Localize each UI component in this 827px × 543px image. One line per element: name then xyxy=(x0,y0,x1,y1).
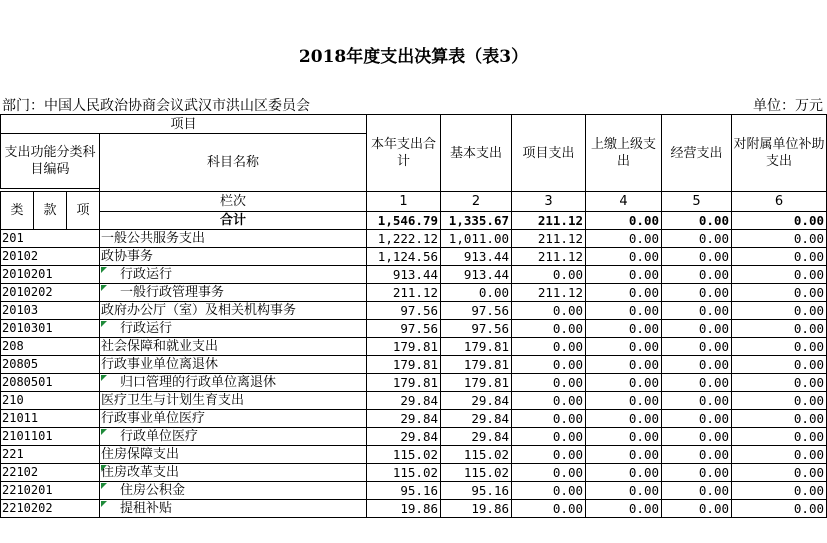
table-row xyxy=(1,482,827,500)
row-value: 1,222.12 xyxy=(367,230,441,248)
row-value: 0.00 xyxy=(732,356,827,374)
row-value: 0.00 xyxy=(586,302,662,320)
row-name-text: 政协事务 xyxy=(101,249,154,264)
row-name xyxy=(100,248,367,266)
row-code: 2210202 xyxy=(1,500,100,518)
row-code: 20805 xyxy=(1,356,100,374)
row-value: 95.16 xyxy=(367,482,441,500)
row-value: 211.12 xyxy=(367,284,441,302)
row-name xyxy=(100,284,367,302)
row-name xyxy=(100,500,367,518)
row-value: 0.00 xyxy=(586,392,662,410)
row-name-text: 一般行政管理事务 xyxy=(120,285,225,300)
row-code: 22102 xyxy=(1,464,100,482)
header-lei: 类 xyxy=(1,192,34,230)
row-value: 0.00 xyxy=(441,284,512,302)
header-col-4: 上缴上级支出 xyxy=(586,115,662,192)
header-col-3: 项目支出 xyxy=(512,115,586,192)
row-value: 0.00 xyxy=(732,410,827,428)
row-name-text: 一般公共服务支出 xyxy=(101,231,206,246)
row-value: 0.00 xyxy=(512,266,586,284)
row-name-text: 医疗卫生与计划生育支出 xyxy=(101,393,245,408)
header-xiang: 项 xyxy=(67,192,100,230)
table-row xyxy=(1,392,827,410)
total-value: 1,335.67 xyxy=(441,212,512,230)
row-value: 0.00 xyxy=(512,338,586,356)
row-value: 0.00 xyxy=(512,464,586,482)
row-value: 115.02 xyxy=(441,464,512,482)
row-name xyxy=(100,482,367,500)
cell-comment-marker-icon xyxy=(101,267,107,273)
total-value: 1,546.79 xyxy=(367,212,441,230)
row-value: 0.00 xyxy=(512,302,586,320)
row-value: 0.00 xyxy=(732,266,827,284)
row-value: 0.00 xyxy=(732,482,827,500)
table-row xyxy=(1,464,827,482)
row-value: 0.00 xyxy=(732,500,827,518)
row-name-text: 提租补贴 xyxy=(120,501,173,516)
unit-label: 单位：万元 xyxy=(753,98,823,114)
row-value: 0.00 xyxy=(662,446,732,464)
col-number-1: 1 xyxy=(367,192,441,212)
row-name-text: 社会保障和就业支出 xyxy=(101,339,219,354)
header-col-6: 对附属单位补助支出 xyxy=(732,115,827,192)
row-value: 0.00 xyxy=(732,230,827,248)
row-value: 19.86 xyxy=(367,500,441,518)
row-value: 0.00 xyxy=(586,356,662,374)
row-name-text: 行政运行 xyxy=(120,321,173,336)
row-value: 913.44 xyxy=(367,266,441,284)
total-value: 211.12 xyxy=(512,212,586,230)
row-value: 0.00 xyxy=(732,338,827,356)
row-name-text: 行政单位医疗 xyxy=(120,429,199,444)
row-name xyxy=(100,464,367,482)
header-col-5: 经营支出 xyxy=(662,115,732,192)
row-code: 2010202 xyxy=(1,284,100,302)
row-name xyxy=(100,392,367,410)
row-value: 0.00 xyxy=(732,248,827,266)
department-label: 部门：中国人民政治协商会议武汉市洪山区委员会 xyxy=(2,98,310,114)
row-value: 1,011.00 xyxy=(441,230,512,248)
row-value: 0.00 xyxy=(662,284,732,302)
row-value: 97.56 xyxy=(367,302,441,320)
row-value: 97.56 xyxy=(367,320,441,338)
row-value: 115.02 xyxy=(367,446,441,464)
row-value: 0.00 xyxy=(512,428,586,446)
row-name-text: 行政事业单位离退休 xyxy=(101,357,219,372)
table-row xyxy=(1,500,827,518)
row-value: 0.00 xyxy=(512,374,586,392)
row-value: 97.56 xyxy=(441,320,512,338)
header-kuan: 款 xyxy=(34,192,67,230)
row-value: 0.00 xyxy=(732,446,827,464)
row-value: 0.00 xyxy=(732,392,827,410)
table-row xyxy=(1,320,827,338)
row-value: 0.00 xyxy=(662,392,732,410)
cell-comment-marker-icon xyxy=(101,429,107,435)
expenditure-table xyxy=(0,114,827,518)
header-col-2: 基本支出 xyxy=(441,115,512,192)
row-code: 221 xyxy=(1,446,100,464)
cell-comment-marker-icon xyxy=(101,321,107,327)
total-value: 0.00 xyxy=(586,212,662,230)
row-value: 0.00 xyxy=(586,248,662,266)
row-value: 0.00 xyxy=(732,320,827,338)
row-value: 0.00 xyxy=(512,446,586,464)
row-value: 0.00 xyxy=(662,302,732,320)
row-value: 0.00 xyxy=(732,428,827,446)
row-value: 19.86 xyxy=(441,500,512,518)
header-lanci: 栏次 xyxy=(100,192,367,212)
table-row xyxy=(1,446,827,464)
row-value: 0.00 xyxy=(512,320,586,338)
row-code: 208 xyxy=(1,338,100,356)
row-value: 29.84 xyxy=(367,410,441,428)
total-label: 合计 xyxy=(100,212,367,230)
row-value: 0.00 xyxy=(662,230,732,248)
header-code-label: 支出功能分类科目编码 xyxy=(1,134,100,189)
row-value: 115.02 xyxy=(367,464,441,482)
row-value: 211.12 xyxy=(512,248,586,266)
row-name xyxy=(100,428,367,446)
row-value: 0.00 xyxy=(586,482,662,500)
col-number-5: 5 xyxy=(662,192,732,212)
row-name xyxy=(100,338,367,356)
row-value: 0.00 xyxy=(586,230,662,248)
row-value: 0.00 xyxy=(586,410,662,428)
row-value: 0.00 xyxy=(662,374,732,392)
row-value: 0.00 xyxy=(662,500,732,518)
row-name xyxy=(100,302,367,320)
row-value: 0.00 xyxy=(662,428,732,446)
row-value: 115.02 xyxy=(441,446,512,464)
row-value: 913.44 xyxy=(441,266,512,284)
row-value: 0.00 xyxy=(732,284,827,302)
row-value: 0.00 xyxy=(586,338,662,356)
row-value: 0.00 xyxy=(586,446,662,464)
row-value: 0.00 xyxy=(512,482,586,500)
table-row xyxy=(1,356,827,374)
col-number-6: 6 xyxy=(732,192,827,212)
table-row xyxy=(1,374,827,392)
cell-comment-marker-icon xyxy=(101,285,107,291)
row-value: 0.00 xyxy=(662,338,732,356)
row-value: 0.00 xyxy=(586,428,662,446)
row-value: 179.81 xyxy=(441,356,512,374)
table-row xyxy=(1,302,827,320)
row-value: 0.00 xyxy=(662,320,732,338)
row-value: 0.00 xyxy=(512,410,586,428)
row-value: 179.81 xyxy=(367,356,441,374)
row-value: 29.84 xyxy=(441,410,512,428)
row-value: 0.00 xyxy=(662,482,732,500)
row-code: 2210201 xyxy=(1,482,100,500)
table-row xyxy=(1,266,827,284)
row-name-text: 住房改革支出 xyxy=(101,465,180,480)
table-row xyxy=(1,284,827,302)
row-value: 0.00 xyxy=(732,464,827,482)
row-code: 201 xyxy=(1,230,100,248)
header-item: 项目 xyxy=(1,115,367,134)
row-value: 0.00 xyxy=(662,410,732,428)
row-value: 0.00 xyxy=(586,266,662,284)
header-col-1: 本年支出合计 xyxy=(367,115,441,192)
total-value: 0.00 xyxy=(662,212,732,230)
row-value: 0.00 xyxy=(662,248,732,266)
row-name-text: 政府办公厅（室）及相关机构事务 xyxy=(101,303,297,318)
row-value: 0.00 xyxy=(512,392,586,410)
row-code: 20103 xyxy=(1,302,100,320)
row-value: 211.12 xyxy=(512,284,586,302)
row-value: 29.84 xyxy=(441,392,512,410)
row-name xyxy=(100,374,367,392)
row-value: 0.00 xyxy=(732,374,827,392)
row-name xyxy=(100,356,367,374)
row-value: 0.00 xyxy=(662,266,732,284)
row-value: 179.81 xyxy=(441,374,512,392)
row-value: 29.84 xyxy=(441,428,512,446)
row-value: 29.84 xyxy=(367,392,441,410)
cell-comment-marker-icon xyxy=(101,483,107,489)
row-value: 1,124.56 xyxy=(367,248,441,266)
row-value: 179.81 xyxy=(367,338,441,356)
row-code: 2080501 xyxy=(1,374,100,392)
row-name xyxy=(100,266,367,284)
row-code: 2101101 xyxy=(1,428,100,446)
row-value: 29.84 xyxy=(367,428,441,446)
row-name xyxy=(100,446,367,464)
row-value: 0.00 xyxy=(586,374,662,392)
page-title: 2018年度支出决算表（表3） xyxy=(298,47,529,67)
row-code: 2010201 xyxy=(1,266,100,284)
row-value: 0.00 xyxy=(732,302,827,320)
row-value: 0.00 xyxy=(586,320,662,338)
row-name-text: 归口管理的行政单位离退休 xyxy=(120,375,277,390)
row-value: 913.44 xyxy=(441,248,512,266)
row-value: 95.16 xyxy=(441,482,512,500)
row-value: 179.81 xyxy=(441,338,512,356)
row-value: 0.00 xyxy=(662,464,732,482)
row-name-text: 行政事业单位医疗 xyxy=(101,411,206,426)
row-code: 210 xyxy=(1,392,100,410)
cell-comment-marker-icon xyxy=(101,375,107,381)
row-value: 0.00 xyxy=(586,464,662,482)
row-value: 179.81 xyxy=(367,374,441,392)
table-row xyxy=(1,428,827,446)
row-name-text: 住房保障支出 xyxy=(101,447,180,462)
row-value: 0.00 xyxy=(586,284,662,302)
row-value: 0.00 xyxy=(512,500,586,518)
row-code: 21011 xyxy=(1,410,100,428)
row-name xyxy=(100,410,367,428)
row-name-text: 住房公积金 xyxy=(120,483,186,498)
row-value: 97.56 xyxy=(441,302,512,320)
row-name xyxy=(100,320,367,338)
col-number-2: 2 xyxy=(441,192,512,212)
table-row xyxy=(1,230,827,248)
cell-comment-marker-icon xyxy=(101,465,107,471)
row-name-text: 行政运行 xyxy=(120,267,173,282)
col-number-4: 4 xyxy=(586,192,662,212)
row-value: 0.00 xyxy=(512,356,586,374)
header-name-label: 科目名称 xyxy=(100,134,367,192)
row-value: 0.00 xyxy=(662,356,732,374)
row-value: 0.00 xyxy=(586,500,662,518)
cell-comment-marker-icon xyxy=(101,501,107,507)
table-row xyxy=(1,338,827,356)
row-value: 211.12 xyxy=(512,230,586,248)
table-row xyxy=(1,248,827,266)
total-value: 0.00 xyxy=(732,212,827,230)
col-number-3: 3 xyxy=(512,192,586,212)
row-code: 2010301 xyxy=(1,320,100,338)
row-code: 20102 xyxy=(1,248,100,266)
table-row xyxy=(1,410,827,428)
row-name xyxy=(100,230,367,248)
